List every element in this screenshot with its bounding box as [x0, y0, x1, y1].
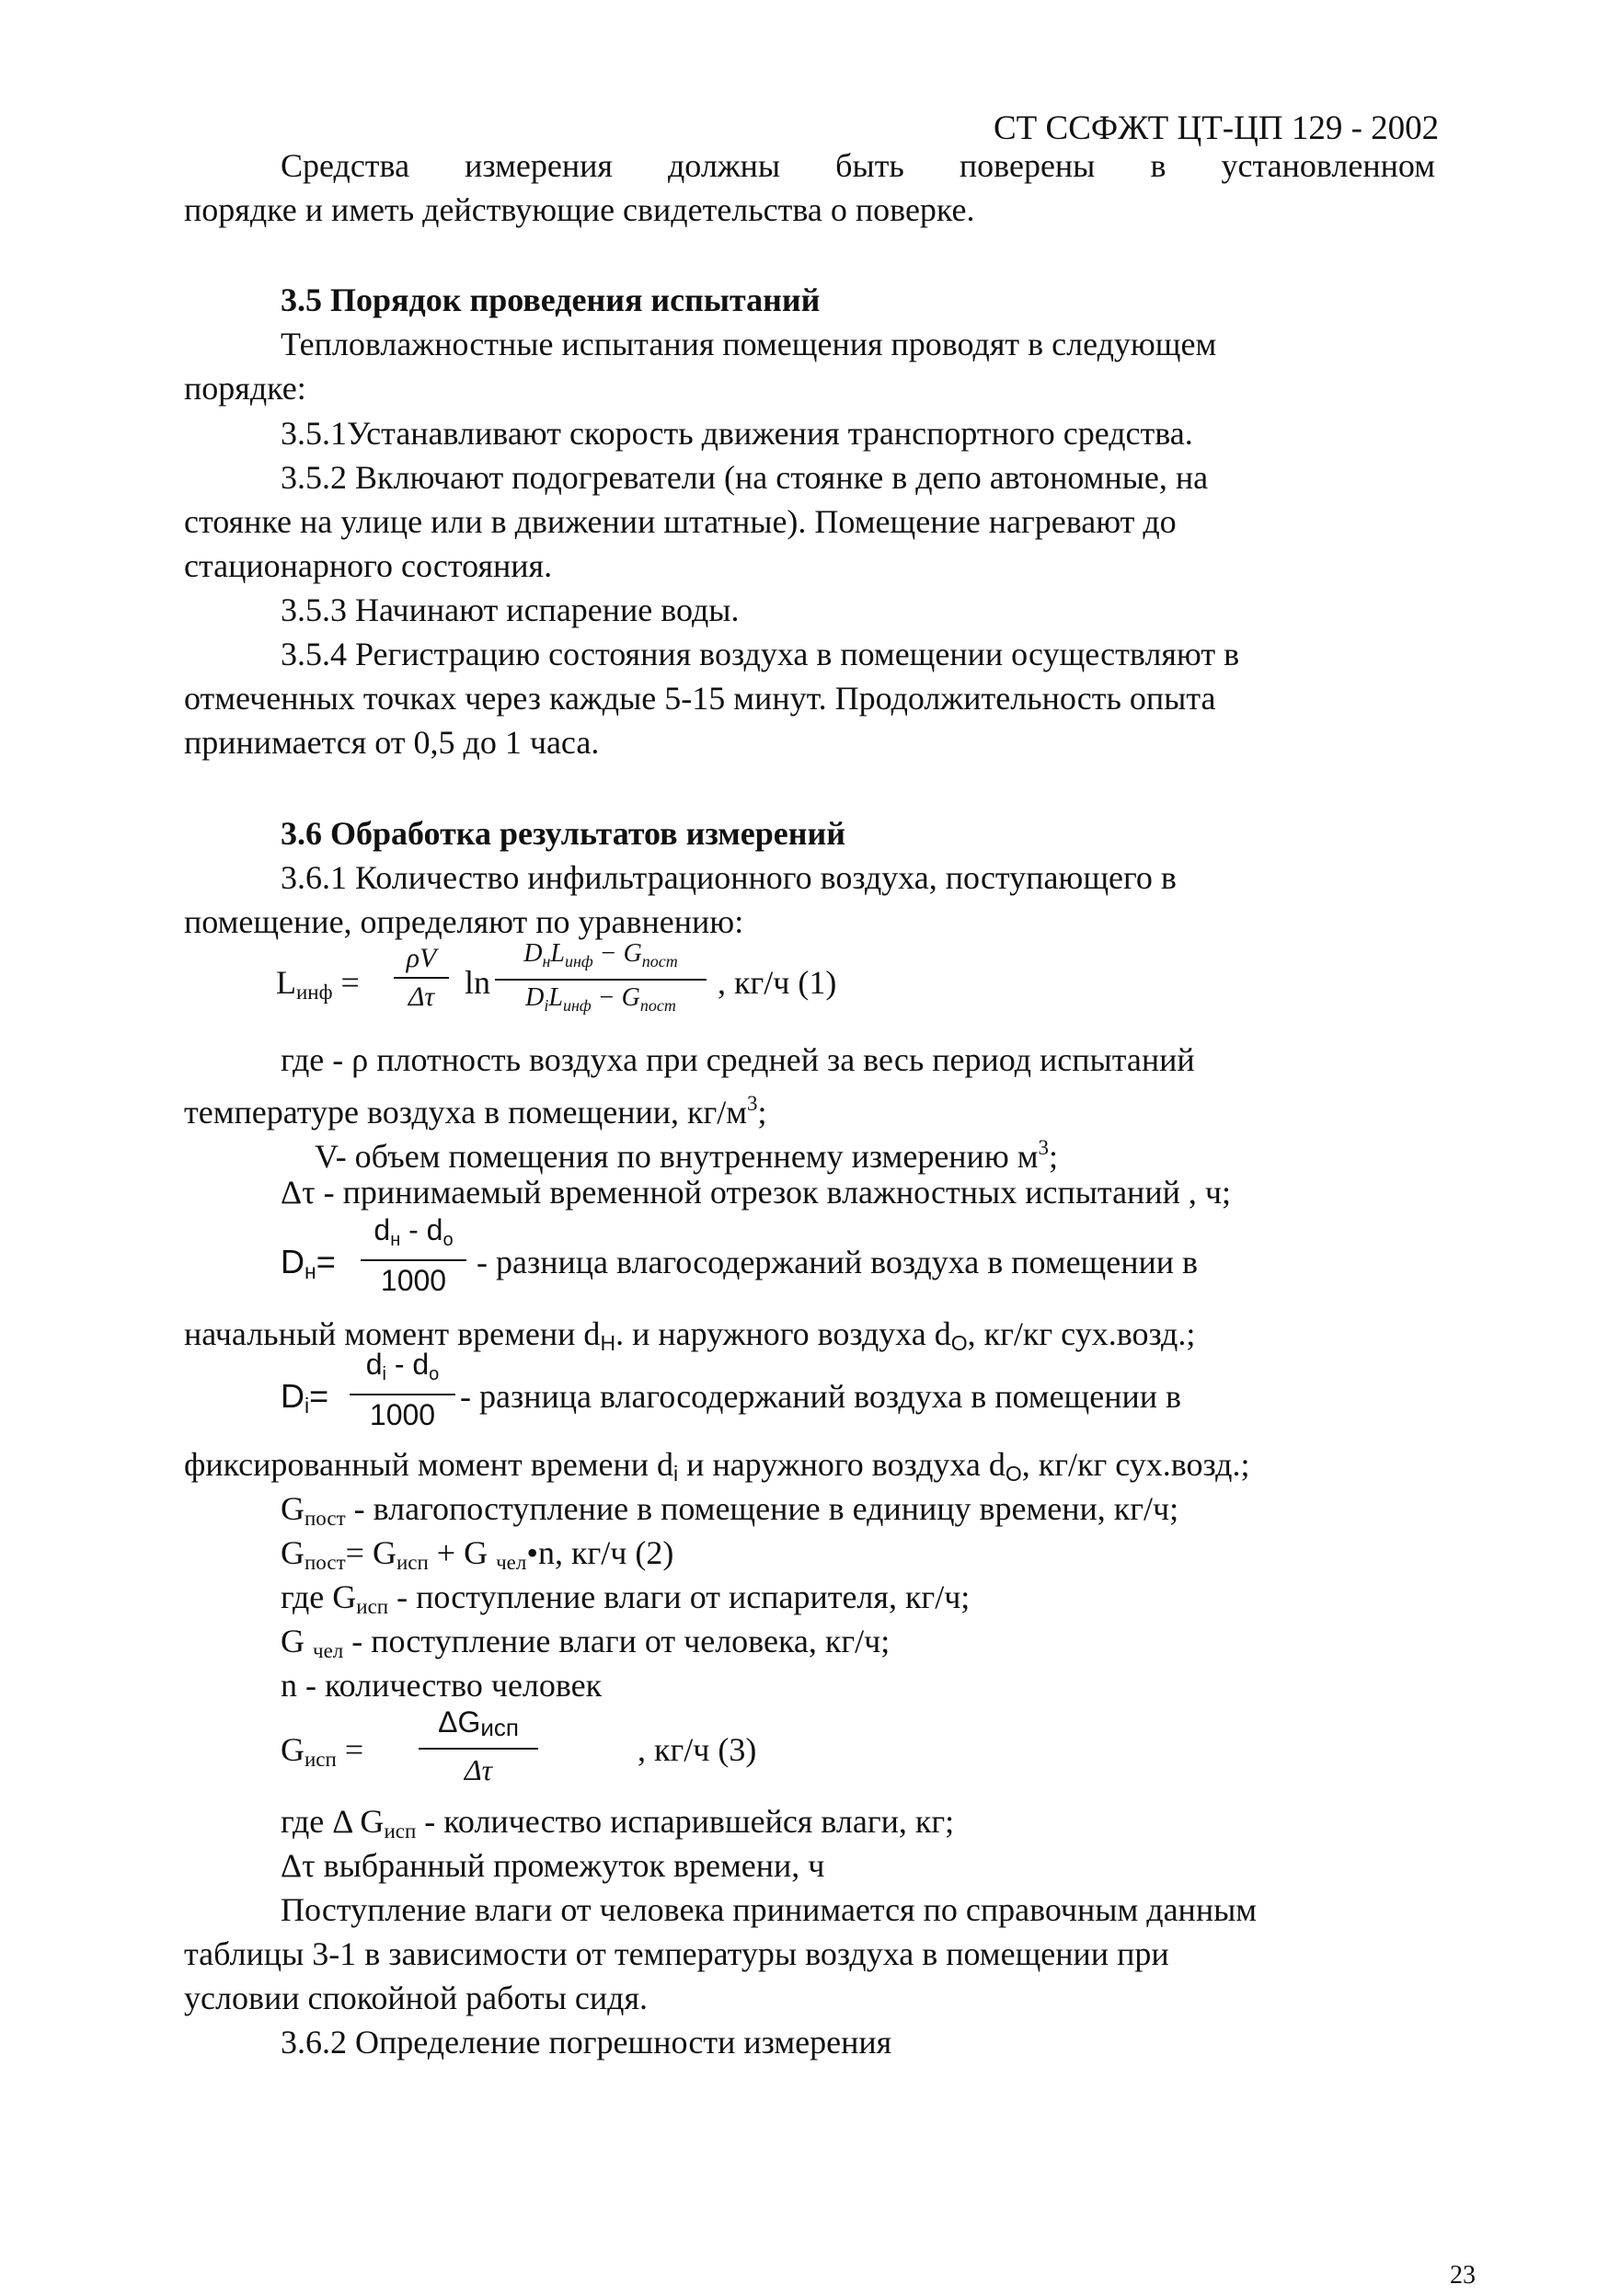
- di-definition-line-2: фиксированный момент времени $d_i$ и наружного воздуха $d_O$, кг/кг сух.возд.;: [184, 1446, 1250, 1486]
- section-3-6-heading: 3.6 Обработка результатов измерений: [281, 815, 846, 852]
- item-3-5-4-line-1: 3.5.4 Регистрацию состояния воздуха в помещении осуществляют в: [281, 636, 1240, 672]
- di-lhs: $D_i=$: [281, 1377, 329, 1418]
- section-3-6-2-heading: 3.6.2 Определение погрешности измерения: [281, 2024, 892, 2061]
- gisp-definition: где $G_{исп}$ - поступление влаги от испарителя, кг/ч;: [281, 1578, 971, 1618]
- item-3-5-1: 3.5.1Устанавливают скорость движения транспортного средства.: [281, 415, 1193, 452]
- eq1-ln: ln: [465, 964, 491, 1001]
- rho-definition-line-2: температуре воздуха в помещении, $кг/м^3$;: [184, 1092, 767, 1131]
- dn-fraction: [361, 1212, 466, 1298]
- page-number: 23: [1450, 2261, 1476, 2290]
- s36-para-2-line-1: Поступление влаги от человека принимается по справочным данным: [281, 1891, 1258, 1928]
- gpost-definition: $G_{пост}$ - влагопоступление в помещение в единицу времени, кг/ч;: [281, 1490, 1179, 1530]
- s36-para-1-line-1: 3.6.1 Количество инфильтрационного воздуха, поступающего в: [281, 859, 1177, 896]
- eq1-density-fraction: [394, 942, 449, 1014]
- intro-line-1: Средства измерения должны быть поверены в установленном: [281, 147, 1435, 184]
- intro-line-2: порядке и иметь действующие свидетельства о поверке.: [184, 191, 975, 228]
- gchel-definition: G $_{чел}$ - поступление влаги от человека, кг/ч;: [281, 1623, 891, 1662]
- di-text: - разница влагосодержаний воздуха в помещении в: [460, 1378, 1182, 1415]
- dn-denominator: 1000: [380, 1264, 447, 1297]
- eq1-lhs: $L_{инф}$ =: [276, 964, 360, 1004]
- di-fraction: [350, 1347, 455, 1432]
- dn-lhs: $D_н=$: [281, 1243, 336, 1283]
- item-3-5-2-line-1: 3.5.2 Включают подогреватели (на стоянке в депо автономные, на: [281, 459, 1209, 496]
- item-3-5-4-line-2: отмеченных точках через каждые 5-15 минут. Продолжительность опыта: [184, 680, 1216, 717]
- delta-g-definition: где Δ $G_{исп}$ - количество испарившейся влаги, кг;: [281, 1803, 955, 1843]
- eq3-numerator: ΔGисп: [419, 1704, 538, 1750]
- eq1-fraction-denominator: Δτ: [408, 982, 435, 1012]
- eq1-log-numerator: $D_нL_{инф} - G_{пост}$: [495, 938, 707, 981]
- rho-definition-line-1: где - ρ плотность воздуха при средней за весь период испытаний: [281, 1041, 1195, 1078]
- di-denominator: 1000: [369, 1398, 436, 1431]
- volume-definition: V- объем помещения по внутреннему измерению $м^3$;: [315, 1136, 1059, 1175]
- eq1-log-fraction: [495, 938, 707, 1021]
- dn-definition-line-2: начальный момент времени $d_H$. и наружного воздуха $d_O$, кг/кг сух.возд.;: [184, 1315, 1196, 1355]
- item-3-5-4-line-3: принимается от 0,5 до 1 часа.: [184, 724, 600, 761]
- n-definition: n - количество человек: [281, 1667, 603, 1704]
- eq3-unit: , кг/ч (3): [638, 1731, 757, 1768]
- item-3-5-3: 3.5.3 Начинают испарение воды.: [281, 591, 740, 628]
- eq3-denominator: Δτ: [464, 1753, 493, 1786]
- di-numerator: $d_i - d_о$: [350, 1347, 455, 1395]
- s36-para-1-line-2: помещение, определяют по уравнению:: [184, 903, 744, 940]
- eq3-lhs: $G_{исп}$ =: [281, 1731, 364, 1771]
- eq1-fraction-numerator: ρV: [394, 942, 449, 979]
- equation-2: $G_{пост}= G_{исп} + G$ $_{чел}$•n, кг/ч (2): [281, 1534, 674, 1574]
- s35-para-line-2: порядке:: [184, 370, 306, 407]
- delta-tau-2-definition: Δτ выбранный промежуток времени, ч: [281, 1847, 825, 1884]
- s36-para-2-line-2: таблицы 3-1 в зависимости от температуры воздуха в помещении при: [184, 1935, 1169, 1972]
- item-3-5-2-line-2: стоянке на улице или в движении штатные). Помещение нагревают до: [184, 503, 1177, 540]
- eq1-unit: , кг/ч (1): [718, 964, 837, 1001]
- s36-para-2-line-3: условии спокойной работы сидя.: [184, 1980, 649, 2016]
- dn-numerator: $d_н - d_о$: [361, 1212, 466, 1261]
- delta-tau-definition: Δτ - принимаемый временной отрезок влажностных испытаний , ч;: [281, 1174, 1231, 1211]
- document-code: СТ ССФЖТ ЦТ-ЦП 129 - 2002: [994, 109, 1440, 147]
- item-3-5-2-line-3: стационарного состояния.: [184, 547, 553, 584]
- eq3-fraction: [419, 1704, 538, 1788]
- eq1-log-denominator: $D_iL_{инф} - G_{пост}$: [525, 983, 676, 1015]
- section-3-5-heading: 3.5 Порядок проведения испытаний: [281, 281, 821, 318]
- s35-para-line-1: Тепловлажностные испытания помещения проводят в следующем: [281, 326, 1217, 362]
- dn-text: - разница влагосодержаний воздуха в помещении в: [477, 1244, 1199, 1280]
